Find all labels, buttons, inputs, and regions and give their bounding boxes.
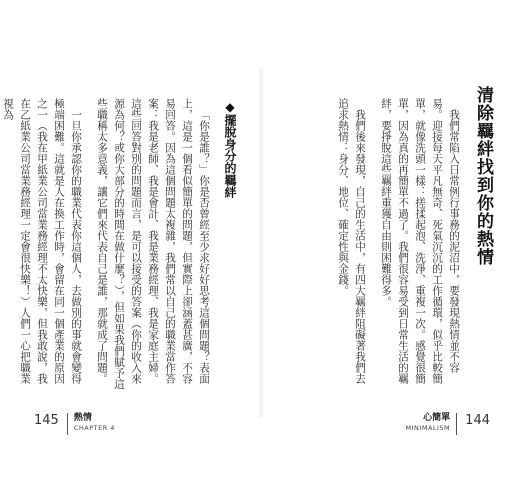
footer-divider [456, 413, 457, 435]
subsection-heading-text: 擺脫身分的羈絆 [223, 114, 237, 198]
body-paragraph: 我們後來發現，自己的生活中，有四大羈絆阻礙著我們去追求熱情：身分、地位、確定性與金錢。 [337, 98, 366, 384]
body-paragraph: 一旦你承認你的職業代表你這個人，去做別的事就會變得極端困難。這就是人在換工作時，會留在同一個產業的原因之一（我在甲紙業公司當業務經理不太快樂，但我敢說，我在乙紙業公司當業務經理一定會很快樂！）人們一心把職業視為 [2, 98, 82, 384]
page-number: 144 [465, 413, 490, 428]
section-heading: 清除羈絆找到你的熱情 [473, 86, 493, 266]
right-page-footer [406, 413, 490, 437]
footer-divider [67, 413, 68, 435]
chapter-label: CHAPTER 4 [73, 424, 115, 432]
page-number: 145 [34, 413, 59, 428]
body-paragraph: 「你是誰？」你是否曾經至少求好好思考這個問題？表面上，這是一個看似簡單的問題，但實際上卻涵蓋甚廣，不容易回答。因為這個問題太複雜，我們常以自己的職業當作答案：我是老師、我是會計、我是業務經理、我是家庭主婦。這些回答對別的問題而言，是可以接受的答案（你的收入來源為何？或你大部分的時間在做什麼？），但如果我們賦予這些職稱太多意義，讓它們來代表自己是誰，那就成了問題。 [96, 98, 210, 390]
book-title: 心簡單 [423, 413, 451, 423]
subsection-heading [220, 100, 240, 230]
chapter-title: 熱情 [73, 413, 92, 423]
book-subtitle: MINIMALISM [405, 424, 451, 432]
right-page-body [284, 98, 462, 394]
body-paragraph: 我們常陷入日常例行事務的泥沼中，要發現熱情並不容易。迎接每天平凡無奇、死氣沉沉的工作循環，似乎比較簡單，就像洗頭一樣：搓揉起泡、洗淨、重複一次。感覺很簡單，因為真的再簡單不過了。我們很容易受到日常生活的羈絆，要掙脫這些羈絆重獲自由則困難得多。 [380, 98, 460, 384]
page-gutter [258, 68, 264, 418]
left-page-body [2, 98, 212, 394]
diamond-bullet-icon: ◆ [223, 100, 237, 114]
left-page-footer [34, 413, 115, 437]
